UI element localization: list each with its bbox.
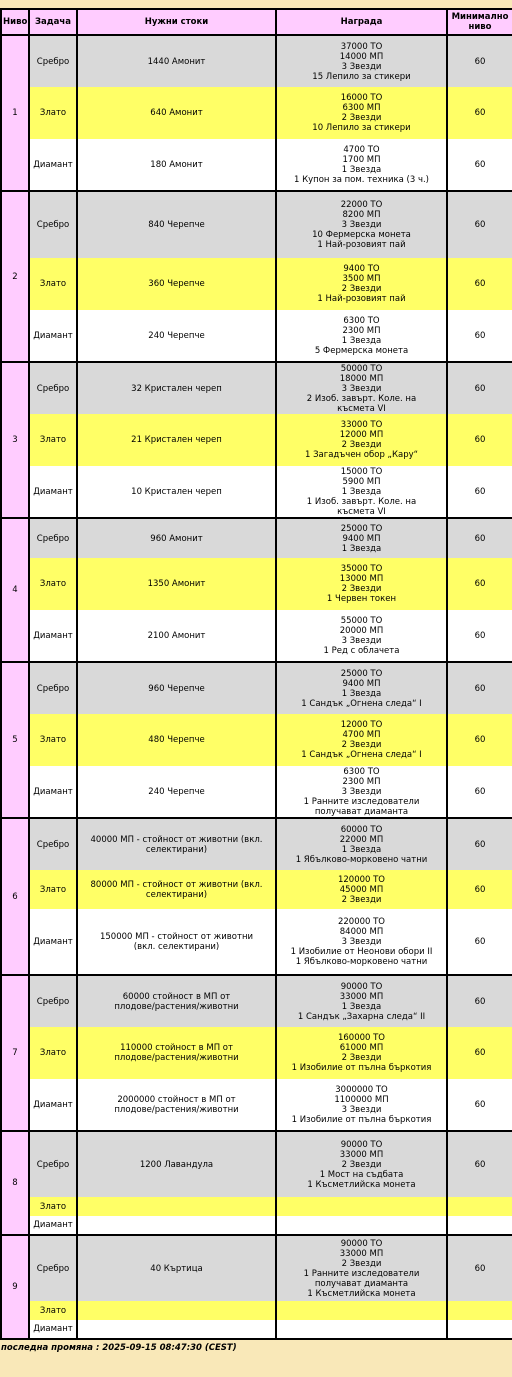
min-level-cell: 60 (447, 1027, 512, 1079)
goods-cell: 40000 МП - стойност от животни (вкл. селектирани) (77, 818, 276, 870)
task-cell: Диамант (29, 1079, 77, 1131)
table-header-row (1, 9, 512, 35)
min-level-cell: 60 (447, 818, 512, 870)
goods-cell: 480 Черепче (77, 714, 276, 766)
task-cell: Злато (29, 1197, 77, 1216)
level-cell: 2 (1, 191, 29, 362)
table-body (1, 35, 512, 1339)
min-level-cell (447, 1320, 512, 1339)
reward-cell: 33000 ТО 12000 МП 2 Звезди 1 Загадъчен обор „Кару“ (276, 414, 447, 466)
task-cell: Сребро (29, 975, 77, 1027)
level-cell: 7 (1, 975, 29, 1131)
goods-cell: 1440 Амонит (77, 35, 276, 87)
task-cell: Злато (29, 1027, 77, 1079)
min-level-cell (447, 1301, 512, 1320)
table-row (1, 191, 512, 258)
goods-cell: 2000000 стойност в МП от плодове/растения/животни (77, 1079, 276, 1131)
min-level-cell: 60 (447, 1131, 512, 1197)
header-min-level: Минимално ниво (447, 9, 512, 35)
table-row (1, 35, 512, 87)
goods-cell: 60000 стойност в МП от плодове/растения/животни (77, 975, 276, 1027)
min-level-cell: 60 (447, 310, 512, 362)
goods-cell: 240 Черепче (77, 766, 276, 818)
level-cell: 4 (1, 518, 29, 662)
goods-cell: 10 Кристален череп (77, 466, 276, 518)
reward-cell: 90000 ТО 33000 МП 2 Звезди 1 Ранните изследователи получават диаманта 1 Късметлийска монета (276, 1235, 447, 1301)
reward-cell: 50000 ТО 18000 МП 3 Звезди 2 Изоб. завърт. Коле. на късмета VI (276, 362, 447, 414)
header-task: Задача (29, 9, 77, 35)
reward-cell: 6300 ТО 2300 МП 3 Звезди 1 Ранните изследователи получават диаманта (276, 766, 447, 818)
task-cell: Диамант (29, 1320, 77, 1339)
table-row (1, 558, 512, 610)
min-level-cell: 60 (447, 466, 512, 518)
reward-cell: 4700 ТО 1700 МП 1 Звезда 1 Купон за пом. техника (3 ч.) (276, 139, 447, 191)
min-level-cell: 60 (447, 870, 512, 909)
level-cell: 9 (1, 1235, 29, 1339)
goods-cell: 110000 стойност в МП от плодове/растения/животни (77, 1027, 276, 1079)
table-row (1, 87, 512, 139)
task-cell: Сребро (29, 662, 77, 714)
reward-cell (276, 1320, 447, 1339)
min-level-cell: 60 (447, 975, 512, 1027)
reward-cell (276, 1216, 447, 1235)
rewards-table (0, 8, 512, 1340)
goods-cell: 360 Черепче (77, 258, 276, 310)
min-level-cell: 60 (447, 909, 512, 975)
table-row (1, 1079, 512, 1131)
table-row (1, 1301, 512, 1320)
task-cell: Злато (29, 87, 77, 139)
table-row (1, 714, 512, 766)
task-cell: Диамант (29, 139, 77, 191)
table-row (1, 870, 512, 909)
task-cell: Сребро (29, 362, 77, 414)
task-cell: Злато (29, 258, 77, 310)
min-level-cell: 60 (447, 362, 512, 414)
goods-cell (77, 1216, 276, 1235)
reward-cell: 90000 ТО 33000 МП 2 Звезди 1 Мост на съдбата 1 Късметлийска монета (276, 1131, 447, 1197)
goods-cell: 21 Кристален череп (77, 414, 276, 466)
goods-cell: 1200 Лавандула (77, 1131, 276, 1197)
reward-cell: 12000 ТО 4700 МП 2 Звезди 1 Сандък „Огнена следа“ I (276, 714, 447, 766)
reward-cell: 25000 ТО 9400 МП 1 Звезда (276, 518, 447, 558)
table-row (1, 1235, 512, 1301)
min-level-cell: 60 (447, 558, 512, 610)
goods-cell (77, 1301, 276, 1320)
task-cell: Злато (29, 1301, 77, 1320)
min-level-cell: 60 (447, 35, 512, 87)
reward-cell: 16000 ТО 6300 МП 2 Звезди 10 Лепило за стикери (276, 87, 447, 139)
task-cell: Злато (29, 870, 77, 909)
min-level-cell: 60 (447, 1079, 512, 1131)
min-level-cell: 60 (447, 766, 512, 818)
level-cell: 1 (1, 35, 29, 191)
reward-cell: 25000 ТО 9400 МП 1 Звезда 1 Сандък „Огнена следа“ I (276, 662, 447, 714)
table-row (1, 466, 512, 518)
reward-cell: 60000 ТО 22000 МП 1 Звезда 1 Ябълково-морковено чатни (276, 818, 447, 870)
goods-cell: 640 Амонит (77, 87, 276, 139)
min-level-cell (447, 1197, 512, 1216)
reward-cell: 3000000 ТО 1100000 МП 3 Звезди 1 Изобилие от пълна бъркотия (276, 1079, 447, 1131)
task-cell: Диамант (29, 310, 77, 362)
task-cell: Злато (29, 414, 77, 466)
min-level-cell: 60 (447, 662, 512, 714)
goods-cell: 2100 Амонит (77, 610, 276, 662)
table-row (1, 258, 512, 310)
reward-cell: 160000 ТО 61000 МП 2 Звезди 1 Изобилие от пълна бъркотия (276, 1027, 447, 1079)
table-row (1, 610, 512, 662)
task-cell: Диамант (29, 466, 77, 518)
task-cell: Злато (29, 714, 77, 766)
reward-cell: 220000 ТО 84000 МП 3 Звезди 1 Изобилие от Неонови обори II 1 Ябълково-морковено чатни (276, 909, 447, 975)
table-row (1, 1131, 512, 1197)
table-row (1, 766, 512, 818)
table-row (1, 1197, 512, 1216)
goods-cell: 960 Амонит (77, 518, 276, 558)
task-cell: Диамант (29, 909, 77, 975)
reward-cell (276, 1301, 447, 1320)
level-cell: 3 (1, 362, 29, 518)
table-row (1, 909, 512, 975)
task-cell: Злато (29, 558, 77, 610)
table-row (1, 362, 512, 414)
reward-cell (276, 1197, 447, 1216)
task-cell: Диамант (29, 610, 77, 662)
reward-cell: 120000 ТО 45000 МП 2 Звезди (276, 870, 447, 909)
reward-cell: 6300 ТО 2300 МП 1 Звезда 5 Фермерска монета (276, 310, 447, 362)
table-row (1, 518, 512, 558)
task-cell: Диамант (29, 1216, 77, 1235)
reward-cell: 35000 ТО 13000 МП 2 Звезди 1 Червен токен (276, 558, 447, 610)
reward-cell: 37000 ТО 14000 МП 3 Звезди 15 Лепило за стикери (276, 35, 447, 87)
table-row (1, 662, 512, 714)
min-level-cell: 60 (447, 714, 512, 766)
goods-cell: 840 Черепче (77, 191, 276, 258)
table-row (1, 1320, 512, 1339)
level-cell: 5 (1, 662, 29, 818)
goods-cell: 180 Амонит (77, 139, 276, 191)
reward-cell: 9400 ТО 3500 МП 2 Звезди 1 Най-розовият пай (276, 258, 447, 310)
table-row (1, 818, 512, 870)
table-row (1, 310, 512, 362)
task-cell: Сребро (29, 35, 77, 87)
reward-cell: 22000 ТО 8200 МП 3 Звезди 10 Фермерска монета 1 Най-розовият пай (276, 191, 447, 258)
min-level-cell: 60 (447, 87, 512, 139)
task-cell: Сребро (29, 818, 77, 870)
min-level-cell: 60 (447, 1235, 512, 1301)
table-row (1, 975, 512, 1027)
goods-cell: 960 Черепче (77, 662, 276, 714)
task-cell: Сребро (29, 518, 77, 558)
goods-cell: 150000 МП - стойност от животни (вкл. селектирани) (77, 909, 276, 975)
min-level-cell: 60 (447, 414, 512, 466)
goods-cell: 40 Къртица (77, 1235, 276, 1301)
min-level-cell: 60 (447, 139, 512, 191)
table-row (1, 139, 512, 191)
reward-cell: 90000 ТО 33000 МП 1 Звезда 1 Сандък „Захарна следа“ II (276, 975, 447, 1027)
task-cell: Сребро (29, 191, 77, 258)
reward-cell: 15000 ТО 5900 МП 1 Звезда 1 Изоб. завърт. Коле. на късмета VI (276, 466, 447, 518)
table-row (1, 1027, 512, 1079)
min-level-cell (447, 1216, 512, 1235)
header-goods: Нужни стоки (77, 9, 276, 35)
level-cell: 6 (1, 818, 29, 975)
task-cell: Сребро (29, 1235, 77, 1301)
min-level-cell: 60 (447, 258, 512, 310)
min-level-cell: 60 (447, 610, 512, 662)
table-row (1, 1216, 512, 1235)
table-row (1, 414, 512, 466)
goods-cell (77, 1320, 276, 1339)
goods-cell: 80000 МП - стойност от животни (вкл. селектирани) (77, 870, 276, 909)
goods-cell: 32 Кристален череп (77, 362, 276, 414)
last-modified: последна промяна : 2025-09-15 08:47:30 (CEST) (1, 1343, 237, 1353)
min-level-cell: 60 (447, 518, 512, 558)
goods-cell (77, 1197, 276, 1216)
task-cell: Диамант (29, 766, 77, 818)
header-level: Ниво (1, 9, 29, 35)
goods-cell: 1350 Амонит (77, 558, 276, 610)
goods-cell: 240 Черепче (77, 310, 276, 362)
header-reward: Награда (276, 9, 447, 35)
level-cell: 8 (1, 1131, 29, 1235)
reward-cell: 55000 ТО 20000 МП 3 Звезди 1 Ред с облачета (276, 610, 447, 662)
min-level-cell: 60 (447, 191, 512, 258)
task-cell: Сребро (29, 1131, 77, 1197)
